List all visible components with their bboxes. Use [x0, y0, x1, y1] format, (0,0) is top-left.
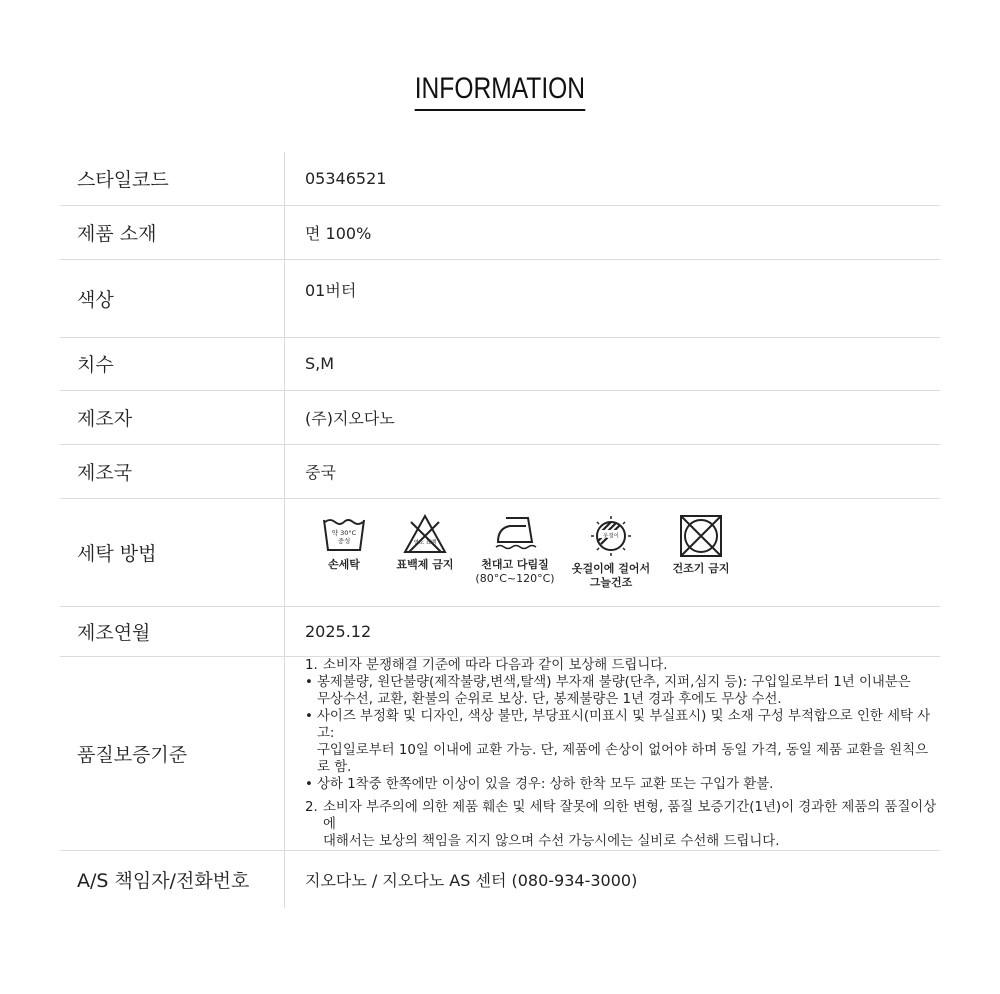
- maker-value: (주)지오다노: [305, 408, 395, 428]
- country-value: 중국: [305, 462, 336, 482]
- bullet-line: 봉제불량, 원단불량(제작불량,변색,탈색) 부자재 불량(단추, 지퍼,심지 등): 구입일로부터 1년 이내분은: [317, 674, 911, 690]
- bullet-line: 상하 1착중 한쪽에만 이상이 있을 경우: 상하 한착 모두 교환 또는 구입가 환불.: [317, 776, 774, 792]
- table-row: [60, 606, 940, 656]
- bullet-line: 무상수선, 교환, 환불의 순위로 보상. 단, 봉제불량은 1년 경과 후에도 무상 수선.: [317, 691, 782, 707]
- table-row: [60, 152, 940, 205]
- hand-wash-detergent-text: 중성: [337, 537, 351, 545]
- material-value: 면 100%: [305, 223, 372, 243]
- row-label: 색상: [60, 259, 285, 337]
- hang-dry-text: 옷걸이: [603, 533, 619, 540]
- iron-caption: 천대고 다림질: [481, 558, 549, 571]
- hang-dry-caption-line1: 옷걸이에 걸어서: [571, 562, 651, 575]
- table-row: [60, 850, 940, 908]
- no-tumble-dry-icon: [679, 514, 723, 558]
- no-bleach-text: 염소 표백: [413, 540, 437, 546]
- quality-text: [285, 656, 941, 850]
- date-value: 2025.12: [305, 621, 372, 641]
- wash-symbol-no-bleach: [383, 514, 467, 572]
- quality-item-2: 2. 소비자 부주의에 의한 제품 훼손 및 세탁 잘못에 의한 변형, 품질 보증기간(1년)이 경과한 제품의 품질이상에 대해서는 보상의 책임을 지지 않으며 수선 가능시에는 실비로 수선해 드립니다.: [305, 799, 940, 850]
- wash-symbol-no-tumble-dry: [659, 514, 743, 576]
- color-value: 01버터: [305, 280, 357, 300]
- wash-caption: [475, 558, 554, 586]
- size-value: S,M: [305, 354, 335, 373]
- row-label: 제조자: [60, 390, 285, 444]
- table-row: [60, 259, 940, 337]
- wash-caption: 건조기 금지: [672, 562, 730, 575]
- iron-icon: [492, 514, 538, 554]
- row-label: 제조연월: [60, 606, 285, 656]
- iron-temp-range: (80°C~120°C): [475, 572, 555, 585]
- wash-caption: [572, 562, 650, 590]
- quality-item-1: 1. 소비자 분쟁해결 기준에 따라 다음과 같이 보상해 드립니다.: [305, 657, 668, 673]
- bullet-line: 구입일로부터 10일 이내에 교환 가능. 단, 제품에 손상이 없어야 하며 동일 가격, 동일 제품 교환을 원칙으로 함.: [317, 742, 929, 775]
- row-label: 품질보증기준: [60, 656, 285, 850]
- wash-icons: [305, 514, 940, 590]
- quality-item-1-text: 소비자 분쟁해결 기준에 따라 다음과 같이 보상해 드립니다.: [323, 657, 668, 673]
- as-contact-value: 지오다노 / 지오다노 AS 센터 (080-934-3000): [305, 870, 638, 890]
- quality-item-2-line: 대해서는 보상의 책임을 지지 않으며 수선 가능시에는 실비로 수선해 드립니다.: [323, 833, 780, 849]
- list-item: • 상하 1착중 한쪽에만 이상이 있을 경우: 상하 한착 모두 교환 또는 구입가 환불.: [305, 776, 774, 792]
- table-row: [60, 444, 940, 498]
- product-info-table: [60, 152, 940, 908]
- row-label: 제조국: [60, 444, 285, 498]
- title-area: [0, 72, 1000, 111]
- wash-symbol-hang-dry: [563, 514, 659, 590]
- hand-wash-icon: [322, 514, 366, 554]
- wash-symbol-iron: [467, 514, 563, 586]
- hand-wash-temp-text: 약 30°C: [331, 529, 357, 537]
- wash-caption: 표백제 금지: [396, 558, 454, 571]
- wash-caption: 손세탁: [328, 558, 360, 571]
- table-row: [60, 390, 940, 444]
- list-item: • 봉제불량, 원단불량(제작불량,변색,탈색) 부자재 불량(단추, 지퍼,심지 등): 구입일로부터 1년 이내분은 무상수선, 교환, 환불의 순위로 보상. 단, 봉제불량은 1년 경과 후에도 무상 수선.: [305, 674, 911, 707]
- style-code-value: 05346521: [305, 168, 387, 188]
- row-label: 세탁 방법: [60, 498, 285, 606]
- page-title: INFORMATION: [415, 72, 585, 111]
- quality-list: [305, 657, 940, 850]
- hang-dry-caption-line2: 그늘건조: [589, 576, 633, 589]
- wash-symbol-hand-wash: [305, 514, 383, 572]
- row-label: A/S 책임자/전화번호: [60, 850, 285, 908]
- row-label: 치수: [60, 337, 285, 390]
- row-label: 제품 소재: [60, 205, 285, 259]
- list-item: • 사이즈 부정확 및 디자인, 색상 불만, 부당표시(미표시 및 부실표시) 및 소재 구성 부적합으로 인한 세탁 사고: 구입일로부터 10일 이내에 교환 가능. 단, 제품에 손상이 없어야 하며 동일 가격, 동일 제품 교환을 원칙으로 함.: [305, 708, 940, 776]
- table-row: [60, 337, 940, 390]
- quality-item-2-line: 소비자 부주의에 의한 제품 훼손 및 세탁 잘못에 의한 변형, 품질 보증기간(1년)이 경과한 제품의 품질이상에: [323, 799, 937, 832]
- table-row: [60, 656, 940, 850]
- wash-icons-cell: [285, 498, 941, 606]
- hang-dry-shade-icon: [589, 514, 633, 558]
- bullet-line: 사이즈 부정확 및 디자인, 색상 불만, 부당표시(미표시 및 부실표시) 및 소재 구성 부적합으로 인한 세탁 사고:: [317, 708, 931, 741]
- table-row: [60, 498, 940, 606]
- no-bleach-icon: [403, 514, 447, 554]
- row-label: 스타일코드: [60, 152, 285, 205]
- table-row: [60, 205, 940, 259]
